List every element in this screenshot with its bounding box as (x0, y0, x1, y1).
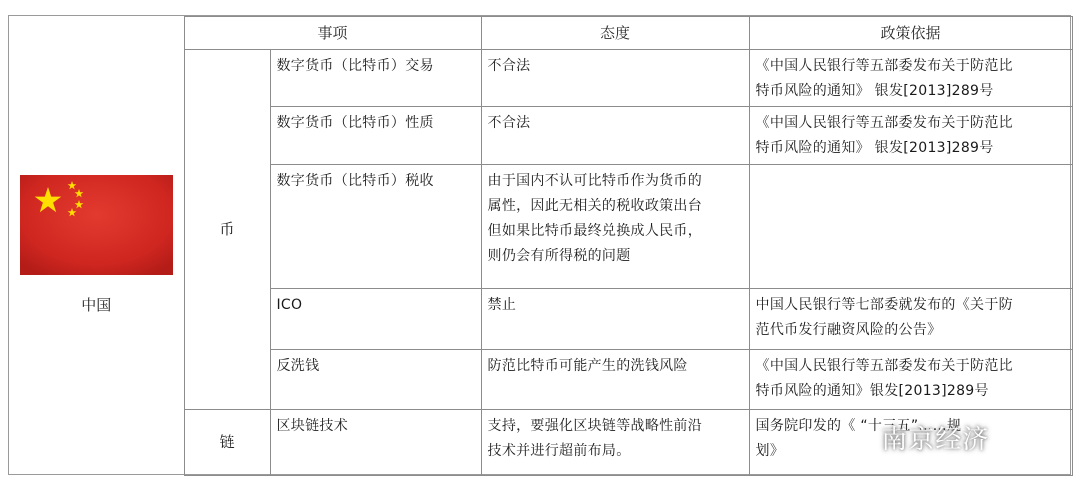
row-item: 数字货币（比特币）性质 (270, 107, 481, 165)
row-attitude: 禁止 (481, 289, 749, 350)
policy-table (9, 16, 1073, 476)
row-item: ICO (270, 289, 481, 350)
row-attitude: 不合法 (481, 107, 749, 165)
china-flag-icon (20, 175, 173, 275)
row-attitude: 防范比特币可能产生的洗钱风险 (481, 350, 749, 410)
policy-table-frame (8, 15, 1071, 475)
header-basis: 政策依据 (749, 17, 1072, 50)
row-item: 数字货币（比特币）交易 (270, 50, 481, 107)
row-basis (749, 165, 1072, 289)
row-basis: 《中国人民银行等五部委发布关于防范比 特币风险的通知》 银发[2013]289号 (749, 107, 1072, 165)
row-attitude: 不合法 (481, 50, 749, 107)
row-item: 区块链技术 (270, 410, 481, 476)
row-item: 数字货币（比特币）税收 (270, 165, 481, 289)
header-item: 事项 (184, 17, 481, 50)
row-item: 反洗钱 (270, 350, 481, 410)
group-coin: 币 (184, 50, 270, 410)
group-chain: 链 (184, 410, 270, 476)
country-cell (9, 17, 184, 476)
header-attitude: 态度 (481, 17, 749, 50)
row-basis: 《中国人民银行等五部委发布关于防范比 特币风险的通知》银发[2013]289号 (749, 350, 1072, 410)
watermark-text: 南京经济 (881, 425, 990, 455)
row-basis: 国务院印发的《 “十三五”……规 划》 (749, 410, 1072, 476)
row-attitude: 由于国内不认可比特币作为货币的 属性，因此无相关的税收政策出台 但如果比特币最终兑换成人民币， 则仍会有所得税的问题 (481, 165, 749, 289)
row-basis: 中国人民银行等七部委就发布的《关于防 范代币发行融资风险的公告》 (749, 289, 1072, 350)
country-label: 中国 (81, 295, 112, 314)
row-basis: 《中国人民银行等五部委发布关于防范比 特币风险的通知》 银发[2013]289号 (749, 50, 1072, 107)
row-attitude: 支持，要强化区块链等战略性前沿 技术并进行超前布局。 (481, 410, 749, 476)
